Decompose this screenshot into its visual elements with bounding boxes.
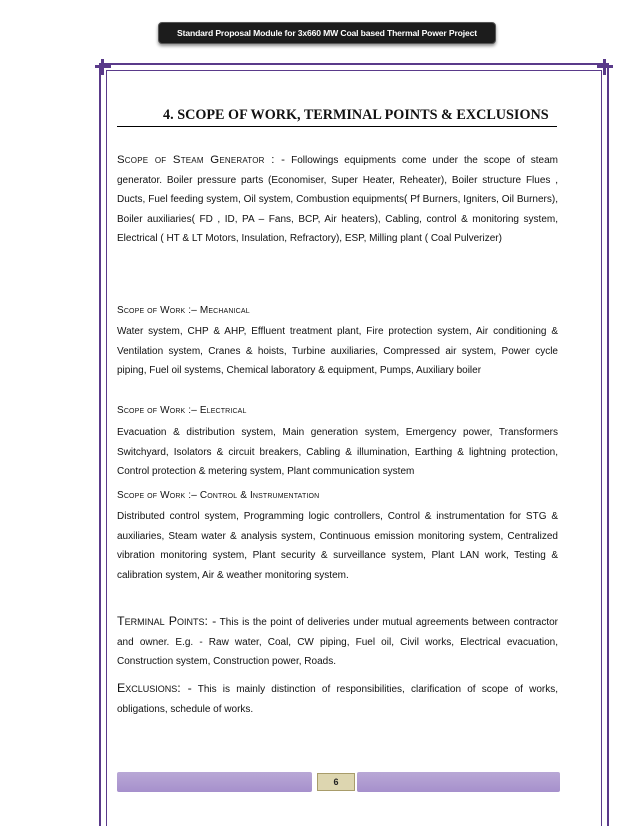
control-heading: Scope of Work :– Control & Instrumentation bbox=[117, 490, 320, 501]
exclusions-heading: Exclusions: - bbox=[117, 681, 192, 695]
terminal-points-section bbox=[117, 612, 558, 672]
corner-ornament-left bbox=[95, 59, 111, 75]
control-body: Distributed control system, Programming logic controllers, Control & instrumentation for STG & auxiliaries, Steam water & analysis system, Continuous emission monitoring system, Centralized vibration monitoring system, Plant security & surveillance system, Plant LAN work, Testing & calibration system, Air & weather monitoring system. bbox=[117, 511, 558, 581]
header-text: Standard Proposal Module for 3x660 MW Coal based Thermal Power Project bbox=[177, 28, 477, 38]
steam-generator-heading: Scope of Steam Generator : - bbox=[117, 154, 286, 166]
header-tab bbox=[158, 22, 496, 44]
terminal-points-body: This is the point of deliveries under mutual agreements between contractor and owner. E.g. - Raw water, Coal, CW piping, Fuel oil, Civil works, Electrical evacuation, Construction system, Construction power, Roads. bbox=[117, 617, 558, 668]
footer-bar-left bbox=[117, 772, 312, 792]
exclusions-section bbox=[117, 679, 558, 719]
corner-ornament-right bbox=[597, 59, 613, 75]
steam-generator-section bbox=[117, 151, 558, 249]
electrical-body: Evacuation & distribution system, Main generation system, Emergency power, Transformers Switchyard, Isolators & circuit breakers, Cabling & illumination, Earthing & lightning protection, Control protection & metering system, Plant communication system bbox=[117, 427, 558, 478]
exclusions-body: This is mainly distinction of responsibilities, clarification of scope of works, obligations, schedule of works. bbox=[117, 684, 558, 715]
terminal-points-heading: Terminal Points: - bbox=[117, 614, 217, 628]
footer-bar-right bbox=[357, 772, 560, 792]
page-number: 6 bbox=[317, 773, 355, 791]
section-title: 4. SCOPE OF WORK, TERMINAL POINTS & EXCLUSIONS bbox=[117, 107, 557, 127]
electrical-heading: Scope of Work :– Electrical bbox=[117, 405, 247, 416]
steam-generator-body: Followings equipments come under the scope of steam generator. Boiler pressure parts (Economiser, Super Heater, Reheater), Boiler structure Flues , Ducts, Fuel feeding system, Oil system, Combustion equipments( Pf Burners, Igniters, Oil Burners), Boiler auxiliaries( FD , ID, PA – Fans, BCP, Air heaters), Cabling, control & monitoring system, Electrical ( HT & LT Motors, Insulation, Refractory), ESP, Milling plant ( Coal Pulverizer) bbox=[117, 155, 559, 245]
mechanical-body: Water system, CHP & AHP, Effluent treatment plant, Fire protection system, Air conditioning & Ventilation system, Cranes & hoists, Turbine auxiliaries, Compressed air system, Power cycle piping, Fuel oil systems, Chemical laboratory & equipment, Pumps, Auxiliary boiler bbox=[117, 326, 558, 377]
mechanical-heading: Scope of Work :– Mechanical bbox=[117, 305, 250, 316]
